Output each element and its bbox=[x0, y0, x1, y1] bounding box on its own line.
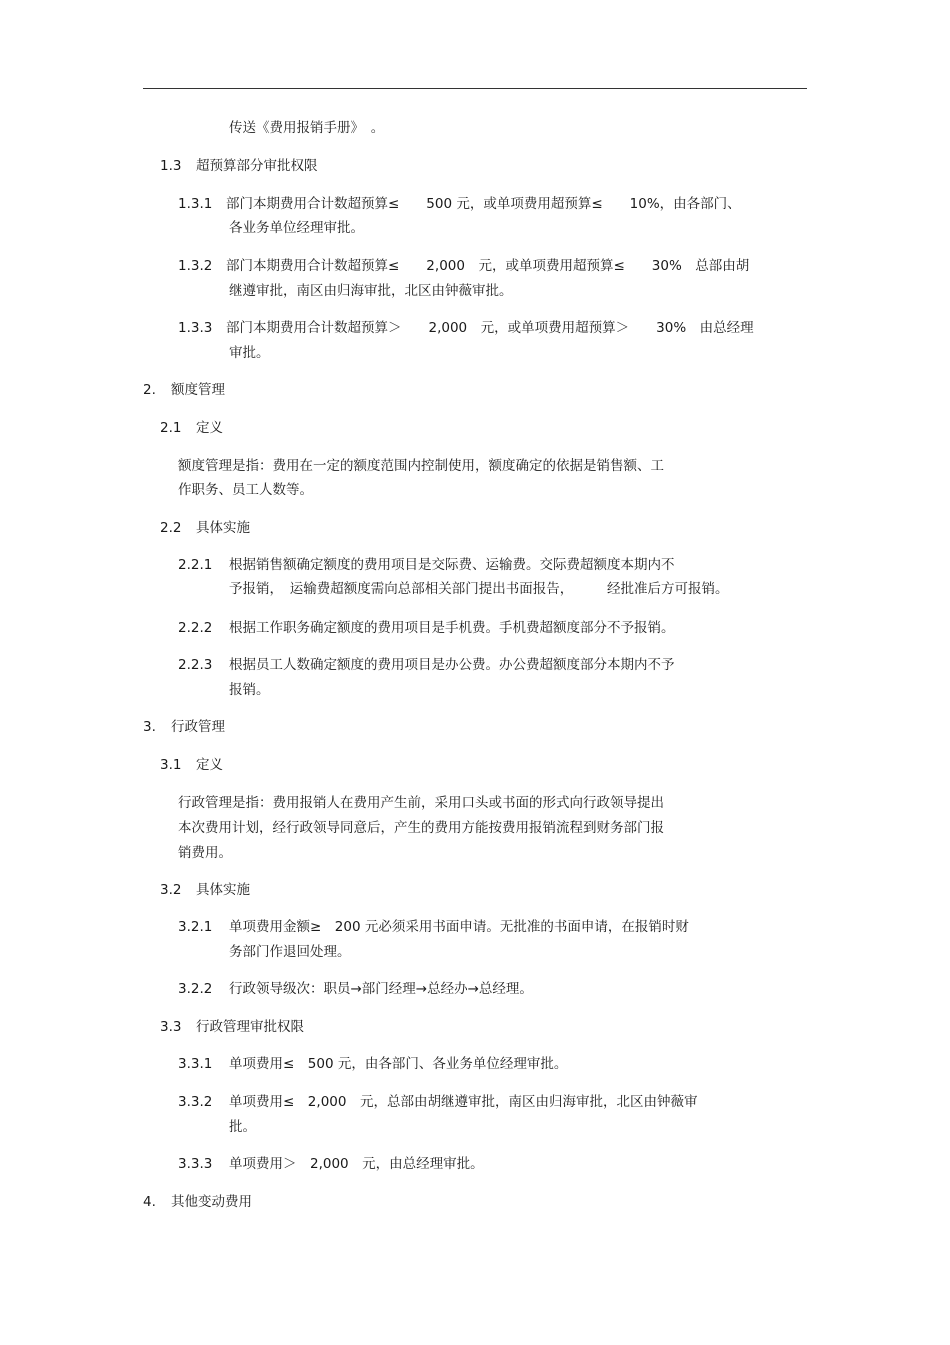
item-text: 审批。 bbox=[229, 345, 270, 361]
item-text: 部门本期费用合计数超预算≤ 2,000 元，或单项费用超预算≤ 30% 总部由胡 bbox=[226, 258, 750, 274]
item-number: 3.3.2 bbox=[178, 1094, 213, 1110]
item-text: 批。 bbox=[229, 1119, 256, 1135]
item-text: 单项费用≤ 2,000 元，总部由胡继遵审批，南区由归海审批，北区由钟薇审 bbox=[229, 1094, 698, 1110]
item-text: 行政领导级次：职员→部门经理→总经办→总经理。 bbox=[229, 981, 533, 997]
section-number: 3.3 bbox=[160, 1019, 182, 1035]
chapter-heading: 额度管理 bbox=[171, 382, 225, 398]
item-number: 3.2.1 bbox=[178, 919, 213, 935]
item-text: 继遵审批，南区由归海审批，北区由钟薇审批。 bbox=[229, 283, 513, 299]
section-number: 1.3 bbox=[160, 158, 182, 174]
item-text: 部门本期费用合计数超预算＞ 2,000 元，或单项费用超预算＞ 30% 由总经理 bbox=[226, 320, 754, 336]
item-number: 1.3.1 bbox=[178, 196, 213, 212]
item-text: 各业务单位经理审批。 bbox=[229, 220, 364, 236]
paragraph-line: 行政管理是指：费用报销人在费用产生前，采用口头或书面的形式向行政领导提出 bbox=[178, 795, 664, 811]
chapter-number: 3. bbox=[143, 719, 156, 735]
chapter-number: 2. bbox=[143, 382, 156, 398]
item-number: 2.2.3 bbox=[178, 657, 213, 673]
section-heading: 超预算部分审批权限 bbox=[196, 158, 318, 174]
item-number: 1.3.2 bbox=[178, 258, 213, 274]
section-number: 2.1 bbox=[160, 420, 182, 436]
item-number: 3.2.2 bbox=[178, 981, 213, 997]
item-text: 根据工作职务确定额度的费用项目是手机费。手机费超额度部分不予报销。 bbox=[229, 620, 675, 636]
section-heading: 定义 bbox=[196, 757, 223, 773]
paragraph-line: 额度管理是指：费用在一定的额度范围内控制使用，额度确定的依据是销售额、工 bbox=[178, 458, 664, 474]
item-number: 2.2.2 bbox=[178, 620, 213, 636]
chapter-number: 4. bbox=[143, 1194, 156, 1210]
item-text: 报销。 bbox=[229, 682, 270, 698]
paragraph-line: 本次费用计划，经行政领导同意后，产生的费用方能按费用报销流程到财务部门报 bbox=[178, 820, 664, 836]
item-text: 予报销， 运输费超额度需向总部相关部门提出书面报告， 经批准后方可报销。 bbox=[229, 581, 729, 597]
chapter-heading: 行政管理 bbox=[171, 719, 225, 735]
continuation-line: 传送《费用报销手册》 。 bbox=[229, 120, 385, 136]
section-number: 3.1 bbox=[160, 757, 182, 773]
paragraph-line: 作职务、员工人数等。 bbox=[178, 482, 313, 498]
item-text: 务部门作退回处理。 bbox=[229, 944, 351, 960]
paragraph-line: 销费用。 bbox=[178, 845, 232, 861]
item-text: 根据销售额确定额度的费用项目是交际费、运输费。交际费超额度本期内不 bbox=[229, 557, 675, 573]
section-heading: 具体实施 bbox=[196, 882, 250, 898]
item-number: 3.3.1 bbox=[178, 1056, 213, 1072]
section-heading: 行政管理审批权限 bbox=[196, 1019, 304, 1035]
item-text: 根据员工人数确定额度的费用项目是办公费。办公费超额度部分本期内不予 bbox=[229, 657, 675, 673]
header-rule bbox=[143, 88, 807, 89]
chapter-heading: 其他变动费用 bbox=[171, 1194, 252, 1210]
item-text: 单项费用＞ 2,000 元，由总经理审批。 bbox=[229, 1156, 484, 1172]
item-number: 1.3.3 bbox=[178, 320, 213, 336]
section-number: 3.2 bbox=[160, 882, 182, 898]
item-text: 单项费用≤ 500 元，由各部门、各业务单位经理审批。 bbox=[229, 1056, 568, 1072]
item-number: 2.2.1 bbox=[178, 557, 213, 573]
item-number: 3.3.3 bbox=[178, 1156, 213, 1172]
section-heading: 定义 bbox=[196, 420, 223, 436]
item-text: 部门本期费用合计数超预算≤ 500 元，或单项费用超预算≤ 10%，由各部门、 bbox=[226, 196, 741, 212]
item-text: 单项费用金额≥ 200 元必须采用书面申请。无批准的书面申请，在报销时财 bbox=[229, 919, 689, 935]
section-heading: 具体实施 bbox=[196, 520, 250, 536]
section-number: 2.2 bbox=[160, 520, 182, 536]
